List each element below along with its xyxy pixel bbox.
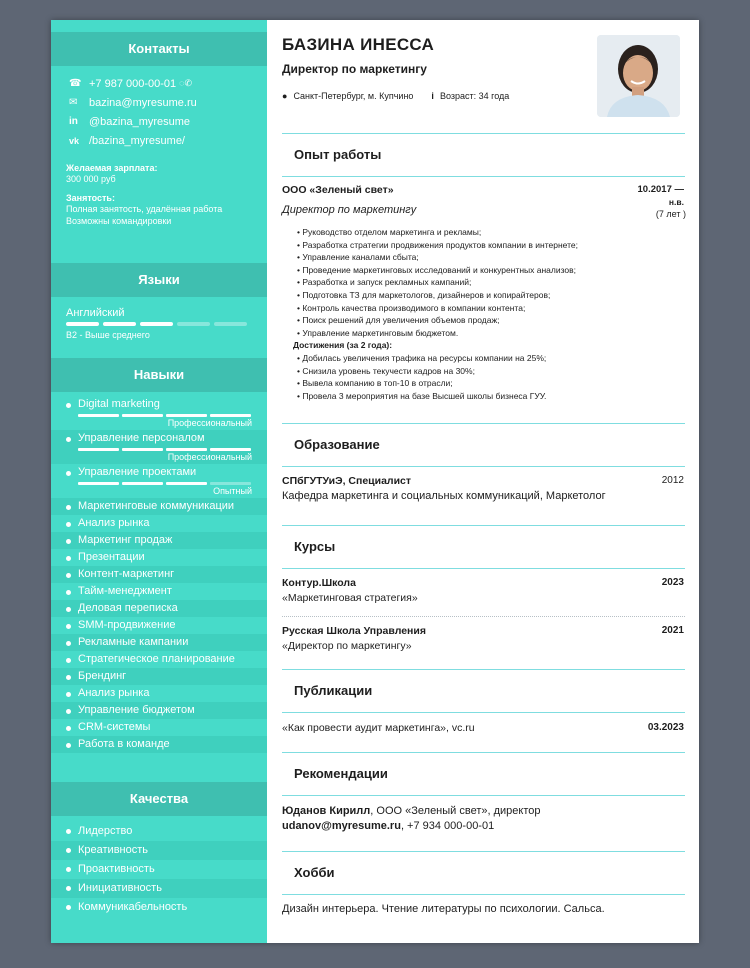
contact-linkedin-row (51, 112, 267, 131)
experience-duties (293, 226, 677, 402)
contact-vk-row (51, 131, 267, 150)
recommendation-email[interactable]: udanov@myresume.ru (282, 820, 401, 832)
skill-name: Digital marketing (51, 396, 267, 413)
languages-title: Языки (51, 263, 267, 297)
skill-name: Анализ рынка (51, 685, 267, 702)
skill-item (51, 396, 267, 430)
contacts-title: Контакты (51, 32, 267, 66)
skill-item (51, 498, 267, 515)
skill-item (51, 600, 267, 617)
skill-level: Профессиональный (167, 418, 252, 428)
skill-name: Стратегическое планирование (51, 651, 267, 668)
divider (282, 795, 685, 796)
skill-item (51, 736, 267, 753)
education-institution: СПбГУТУиЭ, Специалист (282, 475, 412, 487)
duty-item: • Поиск решений для увеличения объемов продаж; (297, 314, 677, 327)
candidate-position: Директор по маркетингу (282, 62, 427, 76)
achievement-item: • Снизила уровень текучести кадров на 30%; (297, 365, 677, 378)
salary-label: Желаемая зарплата: (66, 163, 158, 173)
skills-title: Навыки (51, 358, 267, 392)
contact-email[interactable]: bazina@myresume.ru (89, 96, 197, 109)
skill-item (51, 685, 267, 702)
course-school: Русская Школа Управления (282, 625, 426, 637)
experience-title: Опыт работы (294, 147, 382, 162)
info-icon: i (431, 91, 434, 101)
experience-role: Директор по маркетингу (282, 204, 417, 216)
course-year: 2021 (661, 625, 684, 636)
course-name: «Маркетинговая стратегия» (282, 592, 418, 604)
experience-duration: (7 лет ) (655, 209, 686, 219)
course-name: «Директор по маркетингу» (282, 640, 412, 652)
recommendation-line-2 (282, 820, 685, 832)
phone-icon: ☎ (69, 78, 82, 89)
contact-email-row (51, 93, 267, 112)
envelope-icon: ✉ (69, 97, 78, 108)
skill-name: SMM-продвижение (51, 617, 267, 634)
hobbies-title: Хобби (294, 865, 335, 880)
divider (282, 176, 685, 177)
skill-name: Маркетинговые коммуникации (51, 498, 267, 515)
divider (282, 568, 685, 569)
duty-item: • Контроль качества производимого в компании контента; (297, 302, 677, 315)
vk-icon: vk (69, 135, 80, 146)
duty-item: • Руководство отделом маркетинга и рекламы; (297, 226, 677, 239)
skill-name: Маркетинг продаж (51, 532, 267, 549)
skill-name: Деловая переписка (51, 600, 267, 617)
publication-item: «Как провести аудит маркетинга», vc.ru (282, 722, 475, 734)
skill-level-segment (122, 448, 163, 451)
quality-item: Коммуникабельность (51, 898, 267, 917)
skill-name: Управление бюджетом (51, 702, 267, 719)
skill-item (51, 430, 267, 464)
recommendation-phone: , +7 934 000-00-01 (400, 820, 495, 832)
skill-item (51, 634, 267, 651)
skill-name: CRM-системы (51, 719, 267, 736)
employment-label: Занятость: (66, 193, 115, 203)
skill-name: Тайм-менеджмент (51, 583, 267, 600)
skill-item (51, 583, 267, 600)
divider (282, 133, 685, 134)
skill-level: Опытный (213, 486, 252, 496)
skill-name: Управление проектами (51, 464, 267, 481)
candidate-name: БАЗИНА ИНЕССА (282, 35, 435, 54)
divider (282, 423, 685, 424)
language-level-segment (140, 322, 173, 326)
skill-level: Профессиональный (167, 452, 252, 462)
skill-item (51, 719, 267, 736)
candidate-age: Возраст: 34 года (439, 91, 510, 101)
skill-level-segment (122, 414, 163, 417)
duty-item: • Управление маркетинговым бюджетом. (297, 327, 677, 340)
divider (282, 525, 685, 526)
skills-section (51, 358, 267, 753)
skill-level-segment (78, 448, 119, 451)
divider (282, 851, 685, 852)
quality-item: Инициативность (51, 879, 267, 898)
quality-item: Лидерство (51, 822, 267, 841)
skill-name: Рекламные кампании (51, 634, 267, 651)
quality-item: Проактивность (51, 860, 267, 879)
achievement-item: • Добилась увеличения трафика на ресурсы компании на 25%; (297, 352, 677, 365)
skill-name: Контент-маркетинг (51, 566, 267, 583)
course-year: 2023 (661, 577, 684, 588)
skill-item (51, 532, 267, 549)
location-pin-icon: ● (282, 91, 288, 101)
skill-item (51, 515, 267, 532)
skill-item (51, 702, 267, 719)
skill-item (51, 617, 267, 634)
linkedin-icon: in (69, 116, 78, 127)
divider (282, 466, 685, 467)
candidate-meta (282, 91, 509, 101)
experience-date-end: н.в. (668, 197, 684, 207)
skill-item (51, 464, 267, 498)
contact-vk[interactable]: /bazina_myresume/ (89, 134, 185, 147)
qualities-section (51, 782, 267, 917)
divider (282, 712, 685, 713)
languages-section (51, 263, 267, 341)
duty-item: • Разработка и запуск рекламных кампаний; (297, 276, 677, 289)
hobbies-text: Дизайн интерьера. Чтение литературы по психологии. Сальса. (282, 903, 605, 915)
skill-item (51, 566, 267, 583)
duty-item: • Подготовка ТЗ для маркетологов, дизайнеров и копирайтеров; (297, 289, 677, 302)
contact-phone[interactable]: +7 987 000-00-01 (89, 77, 177, 90)
skill-name: Презентации (51, 549, 267, 566)
contact-linkedin[interactable]: @bazina_myresume (89, 115, 191, 128)
language-level-segment (66, 322, 99, 326)
language-level-segment (177, 322, 210, 326)
divider (282, 669, 685, 670)
whatsapp-icon: ◌✆ (179, 78, 193, 88)
achievements-label: Достижения (за 2 года): (293, 340, 393, 351)
employment-line-1: Полная занятость, удалённая работа (66, 204, 223, 214)
courses-title: Курсы (294, 539, 336, 554)
skill-name: Управление персоналом (51, 430, 267, 447)
education-year: 2012 (661, 475, 684, 486)
achievement-item: • Вывела компанию в топ-10 в отрасли; (297, 377, 677, 390)
resume-page (51, 20, 699, 943)
contacts-section (51, 32, 267, 227)
qualities-title: Качества (51, 782, 267, 816)
skill-level-segment (166, 482, 207, 485)
skill-item (51, 668, 267, 685)
candidate-photo (597, 35, 680, 117)
language-level-segment (214, 322, 247, 326)
skill-name: Брендинг (51, 668, 267, 685)
duty-item: • Разработка стратегии продвижения продуктов компании в интернете; (297, 239, 677, 252)
divider (282, 894, 685, 895)
skill-level-segment (78, 414, 119, 417)
skill-item (51, 549, 267, 566)
recommendation-person: Юданов Кирилл (282, 805, 371, 817)
salary-value: 300 000 руб (66, 174, 116, 184)
contact-phone-row (51, 74, 267, 93)
recommendation-company: , ООО «Зеленый свет», директор (370, 805, 541, 817)
quality-item: Креативность (51, 841, 267, 860)
experience-company: ООО «Зеленый свет» (282, 184, 394, 196)
employment-line-2: Возможны командировки (66, 216, 172, 226)
achievement-item: • Провела 3 мероприятия на базе Высшей школы бизнеса ГУУ. (297, 390, 677, 403)
language-level-segment (103, 322, 136, 326)
skill-name: Анализ рынка (51, 515, 267, 532)
education-details: Кафедра маркетинга и социальных коммуникаций, Маркетолог (282, 490, 606, 502)
publications-title: Публикации (294, 683, 373, 698)
divider (282, 752, 685, 753)
language-name: Английский (66, 307, 125, 319)
language-level: B2 - Выше среднего (66, 330, 150, 340)
course-separator (282, 616, 685, 617)
skill-level-segment (122, 482, 163, 485)
language-level-bars (51, 322, 267, 326)
candidate-location: Санкт-Петербург, м. Купчино (293, 91, 414, 101)
skill-item (51, 651, 267, 668)
duty-item: • Проведение маркетинговых исследований и конкурентных анализов; (297, 264, 677, 277)
duty-item: • Управление каналами сбыта; (297, 251, 677, 264)
recommendation-line-1 (282, 805, 685, 817)
skill-name: Работа в команде (51, 736, 267, 753)
main-content (267, 20, 699, 943)
course-school: Контур.Школа (282, 577, 356, 589)
skill-level-segment (78, 482, 119, 485)
recommendations-title: Рекомендации (294, 766, 388, 781)
experience-date-start: 10.2017 — (637, 184, 684, 195)
sidebar (51, 20, 267, 943)
education-title: Образование (294, 437, 380, 452)
publication-date: 03.2023 (647, 722, 684, 733)
